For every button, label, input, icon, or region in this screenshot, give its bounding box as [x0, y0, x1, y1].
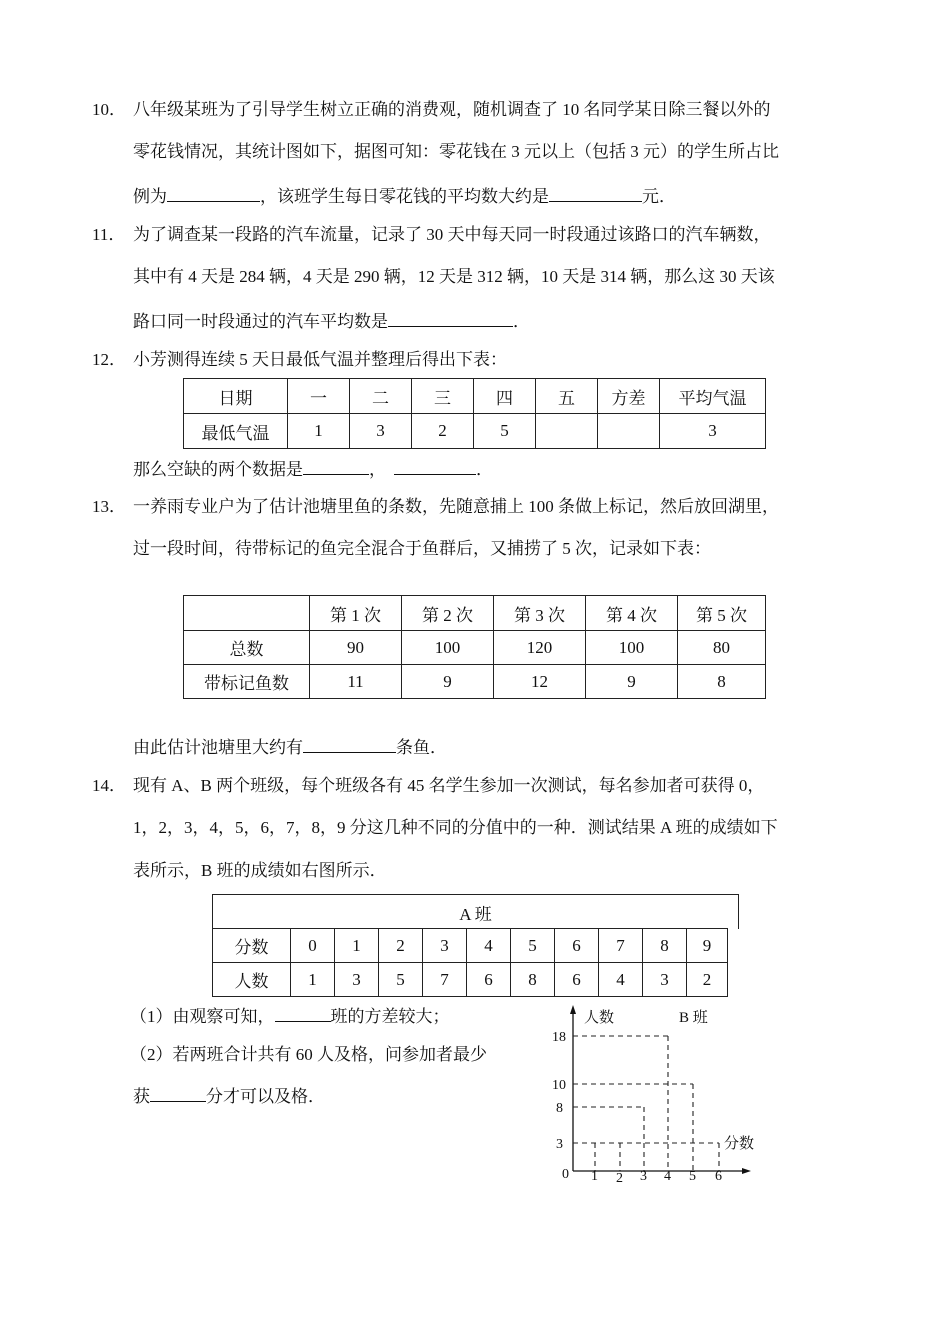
fish-marked-4: 9: [586, 665, 678, 699]
temp-cell-day4: 5: [474, 414, 536, 449]
class-a-score: 9: [687, 929, 728, 963]
fish-total-4: 100: [586, 631, 678, 665]
fish-total-5: 80: [678, 631, 766, 665]
question-12-intro: 小芳测得连续 5 天日最低气温并整理后得出下表：: [133, 350, 507, 369]
class-a-table: [212, 928, 728, 997]
temp-cell-variance[interactable]: [598, 414, 660, 449]
class-a-score: 0: [291, 929, 335, 963]
x-tick-4: 4: [664, 1169, 671, 1184]
question-10-number: 10．: [92, 100, 126, 119]
temp-header-day3: 三: [412, 379, 474, 414]
fish-header-round5: 第 5 次: [678, 596, 766, 631]
question-13-after: [133, 735, 447, 759]
question-10-line-3: [133, 184, 676, 208]
fish-marked-1: 11: [310, 665, 402, 699]
question-14-sub-1: [130, 1004, 450, 1028]
question-14-number: 14．: [92, 776, 126, 795]
x-axis-arrow-icon: [742, 1168, 751, 1174]
sub1-text-a: （1）由观察可知，: [130, 1007, 275, 1026]
y-tick-18: 18: [552, 1030, 566, 1045]
class-a-score: 5: [511, 929, 555, 963]
question-14-line-2: 1，2，3，4，5，6，7，8，9 分这几种不同的分值中的一种．测试结果 A 班的成绩如下: [133, 818, 778, 837]
fish-total-1: 90: [310, 631, 402, 665]
question-12-after: [133, 457, 493, 481]
x-tick-0: 0: [562, 1167, 569, 1182]
answer-blank-car-average[interactable]: [388, 309, 513, 327]
question-14-sub-2-line-1: （2）若两班合计共有 60 人及格，问参加者最少: [130, 1045, 487, 1064]
class-a-score: 8: [643, 929, 687, 963]
question-10-text-c: 元．: [642, 187, 676, 206]
question-11-line-2: 其中有 4 天是 284 辆，4 天是 290 辆，12 天是 312 辆，10 天是 314 辆，那么这 30 天该: [133, 267, 775, 286]
fish-row-marked-label: 带标记鱼数: [184, 665, 310, 699]
fish-header-round3: 第 3 次: [494, 596, 586, 631]
class-a-count: 6: [467, 963, 511, 997]
x-tick-5: 5: [689, 1169, 696, 1184]
question-14-sub-2-line-2: [133, 1084, 325, 1108]
question-11-line-1: 为了调查某一段路的汽车流量，记录了 30 天中每天同一时段通过该路口的汽车辆数，: [133, 225, 771, 244]
question-13-line-1: 一养雨专业户为了估计池塘里鱼的条数，先随意捕上 100 条做上标记，然后放回湖里，: [133, 497, 779, 516]
sub2-text-b: 分才可以及格．: [206, 1087, 325, 1106]
temp-cell-day3: 2: [412, 414, 474, 449]
question-11-number: 11．: [92, 225, 126, 244]
x-tick-3: 3: [640, 1169, 647, 1184]
answer-blank-average[interactable]: [549, 184, 642, 202]
answer-blank-fish-count[interactable]: [303, 735, 396, 753]
temp-header-day4: 四: [474, 379, 536, 414]
fish-header-round2: 第 2 次: [402, 596, 494, 631]
class-a-count: 3: [335, 963, 379, 997]
class-b-chart: [540, 1000, 770, 1190]
question-11-line-3: [133, 309, 530, 333]
question-10-line-2: 零花钱情况，其统计图如下，据图可知：零花钱在 3 元以上（包括 3 元）的学生所占比: [133, 142, 779, 161]
temp-cell-day5[interactable]: [536, 414, 598, 449]
fish-total-3: 120: [494, 631, 586, 665]
class-a-scores-label: 分数: [213, 929, 291, 963]
question-14-line-1: 现有 A、B 两个班级，每个班级各有 45 名学生参加一次测试，每名参加者可获得 0，: [133, 776, 765, 795]
question-12-text-a: 那么空缺的两个数据是: [133, 460, 303, 479]
fish-table: [183, 595, 766, 699]
class-a-score: 1: [335, 929, 379, 963]
class-a-count: 6: [555, 963, 599, 997]
temp-header-day5: 五: [536, 379, 598, 414]
answer-blank-ratio[interactable]: [167, 184, 260, 202]
question-10-text-b: ，该班学生每日零花钱的平均数大约是: [260, 187, 549, 206]
sub2-text-a: 获: [133, 1087, 150, 1106]
answer-blank-day5[interactable]: [303, 457, 369, 475]
class-a-count: 4: [599, 963, 643, 997]
temp-cell-average: 3: [660, 414, 766, 449]
question-12-text-b: ，: [369, 460, 386, 479]
fish-total-2: 100: [402, 631, 494, 665]
class-a-count: 5: [379, 963, 423, 997]
dashed-bars: [573, 1036, 719, 1171]
question-11-text-c: ．: [513, 312, 530, 331]
fish-row-total-label: 总数: [184, 631, 310, 665]
question-12-text-c: ．: [476, 460, 493, 479]
temp-header-day1: 一: [288, 379, 350, 414]
temp-header-variance: 方差: [598, 379, 660, 414]
temp-row-label: 最低气温: [184, 414, 288, 449]
x-tick-2: 2: [616, 1171, 623, 1186]
class-a-count: 1: [291, 963, 335, 997]
y-tick-3: 3: [556, 1137, 563, 1152]
class-a-score: 3: [423, 929, 467, 963]
y-tick-10: 10: [552, 1078, 566, 1093]
fish-marked-2: 9: [402, 665, 494, 699]
fish-header-round1: 第 1 次: [310, 596, 402, 631]
question-10-text-a: 例为: [133, 187, 167, 206]
question-13-text-c: 条鱼．: [396, 738, 447, 757]
chart-title: B 班: [679, 1010, 708, 1026]
question-12-number: 12．: [92, 350, 126, 369]
answer-blank-larger-variance-class[interactable]: [275, 1004, 331, 1022]
question-13-number: 13．: [92, 497, 126, 516]
class-a-score: 7: [599, 929, 643, 963]
question-13-line-2: 过一段时间，待带标记的鱼完全混合于鱼群后，又捕捞了 5 次，记录如下表：: [133, 539, 711, 558]
fish-marked-5: 8: [678, 665, 766, 699]
class-a-count: 8: [511, 963, 555, 997]
question-13-text-a: 由此估计池塘里大约有: [133, 738, 303, 757]
class-a-score: 6: [555, 929, 599, 963]
answer-blank-variance[interactable]: [394, 457, 476, 475]
fish-marked-3: 12: [494, 665, 586, 699]
class-a-counts-label: 人数: [213, 963, 291, 997]
fish-header-round4: 第 4 次: [586, 596, 678, 631]
question-14-line-3: 表所示，B 班的成绩如右图所示．: [133, 861, 387, 880]
class-a-table-title: A 班: [212, 894, 739, 929]
question-10-line-1: 八年级某班为了引导学生树立正确的消费观，随机调查了 10 名同学某日除三餐以外的: [133, 100, 771, 119]
question-11-text-a: 路口同一时段通过的汽车平均数是: [133, 312, 388, 331]
temp-header-day2: 二: [350, 379, 412, 414]
class-a-count: 2: [687, 963, 728, 997]
class-a-count: 7: [423, 963, 467, 997]
temperature-table: [183, 378, 766, 449]
temp-cell-day1: 1: [288, 414, 350, 449]
answer-blank-min-pass-score[interactable]: [150, 1084, 206, 1102]
class-a-score: 4: [467, 929, 511, 963]
class-a-score: 2: [379, 929, 423, 963]
sub1-text-b: 班的方差较大；: [330, 1007, 450, 1026]
temp-header-average: 平均气温: [660, 379, 766, 414]
temp-header-date: 日期: [184, 379, 288, 414]
fish-header-blank: [184, 596, 310, 631]
temp-cell-day2: 3: [350, 414, 412, 449]
x-tick-1: 1: [591, 1169, 598, 1184]
class-a-count: 3: [643, 963, 687, 997]
x-axis-label: 分数: [724, 1136, 755, 1152]
y-tick-8: 8: [556, 1101, 563, 1116]
x-tick-6: 6: [715, 1169, 722, 1184]
y-axis-arrow-icon: [570, 1005, 576, 1014]
y-axis-label: 人数: [584, 1010, 615, 1026]
